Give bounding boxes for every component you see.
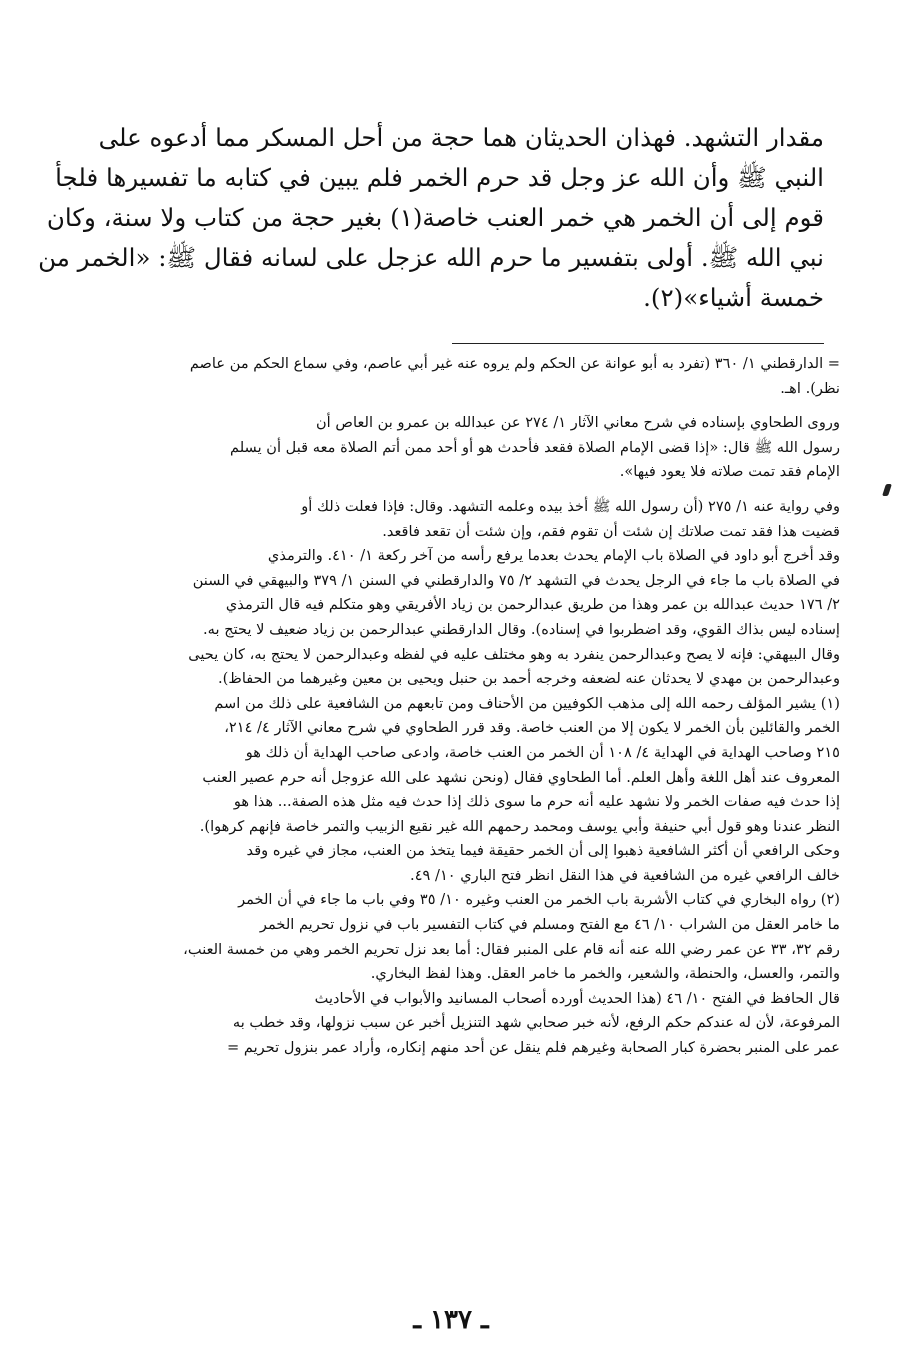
footnote-line	[96, 1061, 840, 1086]
page-number: ـ ١٣٧ ـ	[413, 1305, 489, 1335]
footnote-line: ما خامر العقل من الشراب ١٠/ ٤٦ مع الفتح ومسلم في كتاب التفسير باب في نزول تحريم الخمر	[259, 916, 840, 934]
main-text-line: خمسة أشياء»(٢).	[643, 283, 824, 312]
footnote-line: قال الحافظ في الفتح ١٠/ ٤٦ (هذا الحديث أورده أصحاب المسانيد والأبواب في الأحاديث	[314, 989, 840, 1007]
footnotes	[96, 352, 840, 1085]
footnote-line: نظر). اهـ.	[780, 379, 840, 397]
footnote-line: (١) يشير المؤلف رحمه الله إلى مذهب الكوفيين من الأحناف ومن تابعهم من الشافعية على ذلك من اسم	[214, 694, 840, 712]
footnote-line: = الدارقطني ١/ ٣٦٠ (تفرد به أبو عوانة عن الحكم ولم يروه عنه غير أبي عاصم، وفي سماع الحكم من عاصم	[189, 355, 840, 372]
footnote-separator	[452, 343, 824, 344]
footnote-line: إسناده ليس بذاك القوي، وقد اضطربوا في إسناده). وقال الدارقطني عبدالرحمن بن زياد ضعيف لا يحتج به.	[203, 620, 840, 638]
footnote-line: قضيت هذا فقد تمت صلاتك إن شئت أن تقوم فقم، وإن شئت أن تقعد فاقعد.	[382, 522, 840, 540]
footnote-line: وقد أخرج أبو داود في الصلاة باب الإمام يحدث بعدما يرفع رأسه من آخر ركعة ١/ ٤١٠. والترمذي	[267, 547, 840, 565]
footnote-line: الخمر والقائلين بأن الخمر لا يكون إلا من العنب خاصة. وقد قرر الطحاوي في شرح معاني الآثار ٤/ ٢١٤،	[224, 719, 840, 737]
main-text-line: قوم إلى أن الخمر هي خمر العنب خاصة(١) بغير حجة من كتاب ولا سنة، وكان	[46, 203, 824, 232]
footnote-line: إذا حدث فيه صفات الخمر ولا نشهد عليه أنه حرم ما سوى ذلك إذا حدث فيه مثل هذه الصفة... هذا هو	[233, 793, 840, 811]
main-text	[38, 118, 824, 318]
footnote-line: المعروف عند أهل اللغة وأهل العلم. أما الطحاوي فقال (ونحن نشهد على الله عزوجل أنه حرم عصير العنب	[202, 768, 840, 786]
footnote-line: والتمر، والعسل، والحنطة، والشعير، والخمر ما خامر العقل. وهذا لفظ البخاري.	[370, 965, 840, 983]
footnote-line: عمر على المنبر بحضرة كبار الصحابة وغيرهم فلم ينقل عن أحد منهم إنكاره، وأراد عمر بنزول تحريم =	[227, 1039, 840, 1057]
footnote-line: وقال البيهقي: فإنه لا يصح وعبدالرحمن ينفرد به وهو مختلف عليه في لفظه وعبدالرحمن لا يحتج به، كان يحيى	[188, 645, 840, 663]
footnote-line: وروى الطحاوي بإسناده في شرح معاني الآثار ١/ ٢٧٤ عن عبدالله بن عمرو بن العاص أن	[315, 414, 840, 432]
footnote-line: خالف الرافعي غيره من الشافعية في هذا النقل انظر فتح الباري ١٠/ ٤٩.	[410, 866, 840, 884]
main-text-line: نبي الله ﷺ. أولى بتفسير ما حرم الله عزجل على لسانه فقال ﷺ: «الخمر من	[38, 243, 824, 272]
main-text-line: مقدار التشهد. فهذان الحديثان هما حجة من أحل المسكر مما أدعوه على	[98, 123, 824, 152]
scan-speck	[882, 484, 892, 496]
footnote-line: رسول الله ﷺ قال: «إذا قضى الإمام الصلاة فقعد فأحدث هو أو أحد ممن أتم الصلاة معه قبل أن يسلم	[230, 438, 840, 456]
footnote-line: المرفوعة، لأن له عندكم حكم الرفع، لأنه خبر صحابي شهد التنزيل أخبر عن سبب نزولها، وقد خطب به	[232, 1014, 840, 1032]
footnote-line: في الصلاة باب ما جاء في الرجل يحدث في التشهد ٢/ ٧٥ والدارقطني في السنن ١/ ٣٧٩ والبيهقي في السنن	[192, 571, 840, 589]
footnote-line: رقم ٣٢، ٣٣ عن عمر رضي الله عنه أنه قام على المنبر فقال: أما بعد نزل تحريم الخمر وهي من خمسة العنب،	[183, 940, 840, 958]
footnote-gap	[96, 485, 840, 495]
footnote-line: وعبدالرحمن بن مهدي لا يحدثان عنه لضعفه وخرجه أحمد بن حنبل ويحيى بن معين وغيرهما من الحفاظ).	[218, 670, 840, 688]
footnote-gap	[96, 401, 840, 411]
footnote-line: ٢١٥ وصاحب الهداية في الهداية ٤/ ١٠٨ أن الخمر من العنب خاصة، وادعى صاحب الهداية أن ذلك هو	[245, 743, 840, 761]
footnote-line: وحكى الرافعي أن أكثر الشافعية ذهبوا إلى أن الخمر حقيقة فيما يتخذ من العنب، مجاز في غيره وقد	[246, 842, 840, 860]
footnote-line: ٢/ ١٧٦ حديث عبدالله بن عمر وهذا من طريق عبدالرحمن بن زياد الأفريقي وهو متكلم فيه قال الترمذي	[225, 596, 840, 614]
footnote-line: الإمام فقد تمت صلاته فلا يعود فيها».	[619, 463, 840, 481]
main-text-line: النبي ﷺ وأن الله عز وجل قد حرم الخمر فلم يبين في كتابه ما تفسيرها فلجأ	[55, 163, 824, 192]
footnote-line: وفي رواية عنه ١/ ٢٧٥ (أن رسول الله ﷺ أخذ بيده وعلمه التشهد. وقال: فإذا فعلت ذلك أو	[301, 497, 840, 515]
footnote-line: النظر عندنا وهو قول أبي حنيفة وأبي يوسف ومحمد رحمهم الله غير نقيع الزبيب والتمر خاصة فإنهم كرهوا).	[199, 817, 840, 835]
footnote-line: (٢) رواه البخاري في كتاب الأشربة باب الخمر من العنب وغيره ١٠/ ٣٥ وفي باب ما جاء في أن الخمر	[238, 891, 840, 909]
